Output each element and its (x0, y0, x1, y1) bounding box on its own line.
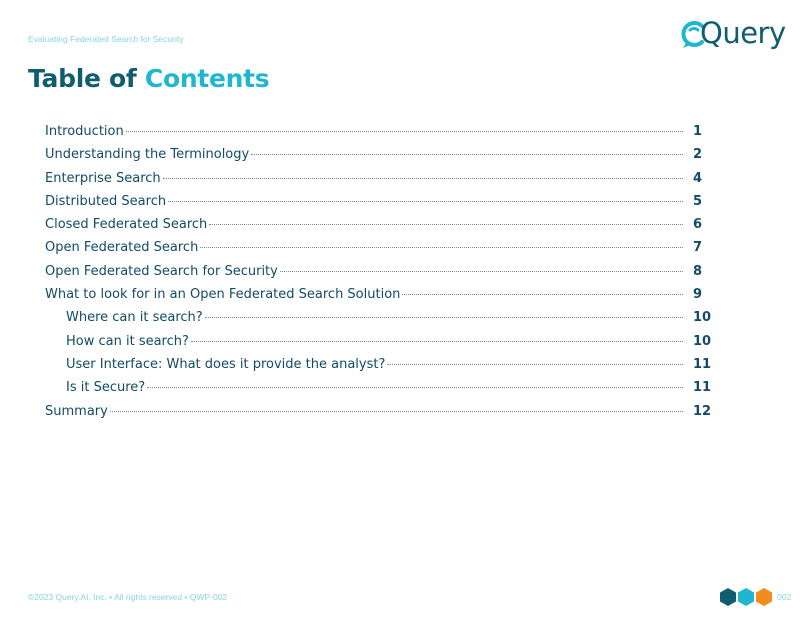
title-part-1: Table of (28, 64, 145, 93)
toc-entry[interactable] (45, 404, 713, 427)
toc-entry-label[interactable]: Closed Federated Search (45, 217, 208, 233)
toc-entry-page[interactable]: 2 (693, 147, 703, 163)
toc-entry[interactable] (45, 171, 713, 194)
toc-entry-page[interactable]: 8 (693, 263, 703, 279)
toc-dot-leader (209, 224, 683, 225)
toc-dot-leader (168, 201, 683, 202)
toc-entry[interactable] (45, 380, 713, 403)
toc-entry-label[interactable]: Open Federated Search for Security (45, 263, 278, 279)
page-number: 002 (777, 592, 792, 602)
page-title (28, 64, 269, 93)
running-header: Evaluating Federated Search for Security (28, 34, 184, 44)
table-of-contents (45, 124, 713, 427)
toc-entry[interactable] (45, 124, 713, 147)
toc-entry-label[interactable]: Introduction (45, 124, 124, 139)
footer-copyright: ©2023 Query.AI, Inc. • All rights reserved • QWP-002 (28, 592, 228, 602)
hexagon-icon (720, 588, 736, 606)
toc-entry-label[interactable]: User Interface: What does it provide the analyst? (66, 356, 386, 372)
toc-dot-leader (387, 364, 683, 365)
toc-dot-leader (163, 178, 683, 179)
logo-wordmark: Query (700, 16, 786, 50)
toc-dot-leader (191, 341, 683, 342)
toc-dot-leader (110, 411, 683, 412)
toc-entry-label[interactable]: What to look for in an Open Federated Search Solution (45, 287, 401, 303)
toc-dot-leader (147, 387, 683, 388)
toc-entry-page[interactable]: 11 (693, 380, 712, 396)
toc-entry-label[interactable]: How can it search? (66, 333, 189, 349)
toc-entry[interactable] (45, 287, 713, 310)
toc-dot-leader (251, 154, 683, 155)
toc-entry-label[interactable]: Is it Secure? (66, 380, 146, 396)
toc-entry[interactable] (45, 310, 713, 333)
hexagon-icon (738, 588, 754, 606)
toc-dot-leader (200, 247, 683, 248)
toc-entry[interactable] (45, 217, 713, 240)
toc-entry-label[interactable]: Understanding the Terminology (45, 147, 250, 163)
toc-entry-page[interactable]: 4 (693, 170, 703, 186)
toc-entry-page[interactable]: 11 (693, 356, 712, 372)
toc-dot-leader (126, 131, 683, 132)
toc-dot-leader (205, 317, 683, 318)
toc-entry-label[interactable]: Summary (45, 403, 108, 419)
toc-entry-label[interactable]: Open Federated Search (45, 240, 199, 256)
toc-entry-page[interactable]: 9 (693, 287, 703, 303)
toc-entry[interactable] (45, 240, 713, 263)
hexagon-icon (756, 588, 772, 606)
toc-entry-label[interactable]: Distributed Search (45, 193, 167, 209)
toc-dot-leader (402, 294, 683, 295)
toc-entry[interactable] (45, 334, 713, 357)
toc-entry-page[interactable]: 7 (693, 240, 703, 256)
toc-entry-label[interactable]: Enterprise Search (45, 170, 161, 186)
toc-entry[interactable] (45, 147, 713, 170)
title-part-2: Contents (144, 64, 270, 93)
toc-entry-page[interactable]: 1 (693, 124, 703, 139)
toc-entry[interactable] (45, 194, 713, 217)
toc-entry-page[interactable]: 12 (693, 403, 712, 419)
toc-entry-page[interactable]: 6 (693, 217, 703, 233)
toc-entry-label[interactable]: Where can it search? (66, 310, 203, 326)
toc-entry-page[interactable]: 10 (693, 310, 712, 326)
toc-entry[interactable] (45, 264, 713, 287)
query-logo (680, 16, 786, 54)
toc-entry-page[interactable]: 5 (693, 193, 703, 209)
toc-entry-page[interactable]: 10 (693, 333, 712, 349)
toc-dot-leader (280, 271, 683, 272)
toc-entry[interactable] (45, 357, 713, 380)
